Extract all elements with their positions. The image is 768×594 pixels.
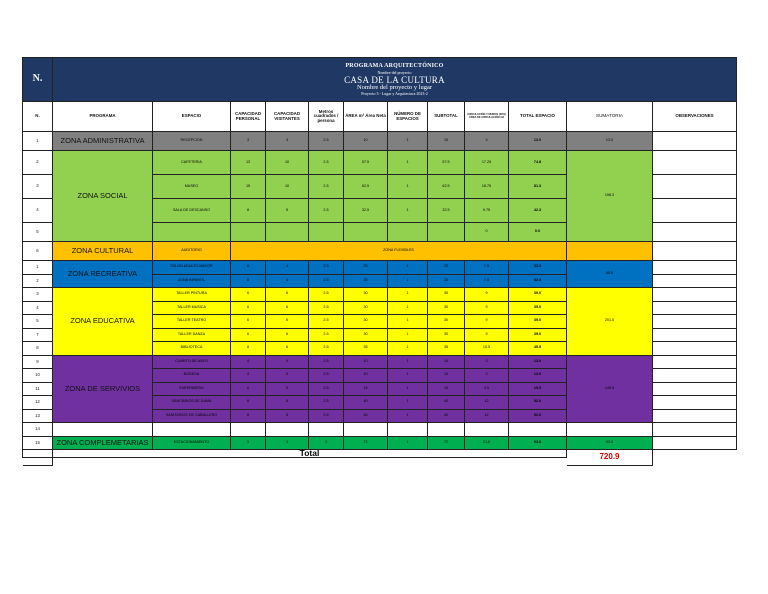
value-cell: 4.5 — [465, 383, 509, 397]
value-cell: 6 — [266, 342, 309, 356]
value-cell — [388, 223, 428, 242]
value-cell: 25 — [344, 275, 388, 289]
value-cell: 3 — [231, 437, 266, 451]
value-cell: 9 — [465, 302, 509, 316]
row-index: 4 — [23, 302, 53, 316]
n-label: N. — [23, 58, 53, 102]
zone-sum — [567, 242, 653, 261]
value-cell: 32.5 — [509, 261, 567, 275]
row-index: 10 — [23, 369, 53, 383]
value-cell — [509, 423, 567, 437]
zone-label: ZONA RECREATIVA — [53, 261, 153, 288]
value-cell — [231, 423, 266, 437]
value-cell: 13.0 — [509, 132, 567, 151]
value-cell: 9.75 — [465, 199, 509, 223]
value-cell: 35 — [428, 342, 465, 356]
value-cell: 1 — [388, 288, 428, 302]
banner-course: Proyecto 3 - Lugar y Arquitectura 2023-2 — [361, 90, 428, 96]
value-cell: 10 — [344, 356, 388, 370]
banner-project-label: Nombre del proyecto — [377, 70, 412, 76]
zone-sum: 149.5 — [567, 356, 653, 424]
value-cell: 2.5 — [309, 383, 344, 397]
value-cell: 15 — [344, 383, 388, 397]
space-name: MUSEO — [153, 175, 231, 199]
value-cell: 19.5 — [509, 383, 567, 397]
value-cell: 6 — [231, 302, 266, 316]
observation-cell — [653, 329, 737, 343]
value-cell: 62.5 — [344, 175, 388, 199]
row-index: 6 — [23, 242, 53, 261]
column-header: N. — [23, 102, 53, 132]
value-cell: 10 — [266, 151, 309, 175]
total-value: 720.9 — [567, 450, 653, 466]
value-cell: 2.5 — [309, 369, 344, 383]
value-cell: 8 — [231, 342, 266, 356]
value-cell: 3 — [465, 369, 509, 383]
value-cell: 1 — [388, 132, 428, 151]
value-cell: 1 — [388, 302, 428, 316]
value-cell — [388, 423, 428, 437]
value-cell — [309, 223, 344, 242]
column-header: TOTAL ESPACIO — [509, 102, 567, 132]
value-cell: 10 — [344, 132, 388, 151]
zone-sum: 201.5 — [567, 288, 653, 356]
value-cell: 1 — [388, 275, 428, 289]
space-name: RECEPCION — [153, 132, 231, 151]
column-header: OBSERVACIONES — [653, 102, 737, 132]
value-cell: 8 — [231, 396, 266, 410]
observation-cell — [653, 288, 737, 302]
value-cell: 32.5 — [509, 275, 567, 289]
value-cell: 1 — [388, 437, 428, 451]
value-cell: 21.6 — [465, 437, 509, 451]
program-table — [22, 57, 737, 462]
banner-title: PROGRAMA ARQUITECTÓNICO — [345, 63, 444, 70]
value-cell: 35 — [344, 342, 388, 356]
value-cell — [231, 223, 266, 242]
observation-cell — [653, 223, 737, 242]
value-cell: 40 — [344, 410, 388, 424]
row-index: 15 — [23, 437, 53, 451]
value-cell: 39.0 — [509, 288, 567, 302]
observation-cell — [653, 302, 737, 316]
value-cell: 1 — [388, 342, 428, 356]
observation-cell — [653, 199, 737, 223]
value-cell: 8 — [266, 396, 309, 410]
value-cell: 10 — [428, 356, 465, 370]
zone-label: ZONA CULTURAL — [53, 242, 153, 261]
value-cell: 40 — [344, 396, 388, 410]
space-name: TALLER DANZA — [153, 329, 231, 343]
column-header: ESPACIO — [153, 102, 231, 132]
zone-sum: 93.6 — [567, 437, 653, 451]
value-cell: 30 — [344, 288, 388, 302]
value-cell: 25 — [428, 275, 465, 289]
value-cell: 4 — [266, 261, 309, 275]
value-cell: 12 — [465, 396, 509, 410]
value-cell: 17.25 — [465, 151, 509, 175]
value-cell: 8 — [231, 410, 266, 424]
row-index: 3 — [23, 175, 53, 199]
value-cell: 10 — [428, 369, 465, 383]
value-cell: 52.0 — [509, 410, 567, 424]
observation-cell — [653, 151, 737, 175]
row-index: 5 — [23, 315, 53, 329]
value-cell: 2.5 — [309, 151, 344, 175]
zone-label: ZONA DE SERVIVIOS — [53, 356, 153, 424]
observation-cell — [653, 437, 737, 451]
value-cell: 45.5 — [509, 342, 567, 356]
observation-cell — [653, 315, 737, 329]
value-cell: 4 — [231, 369, 266, 383]
zone-sum: 198.3 — [567, 151, 653, 242]
value-cell: 1 — [388, 315, 428, 329]
value-cell: 57.5 — [428, 151, 465, 175]
space-name: TALLER MUSICA — [153, 302, 231, 316]
value-cell — [465, 423, 509, 437]
value-cell: 15 — [428, 383, 465, 397]
column-header: SUMATORIA — [567, 102, 653, 132]
value-cell: 2.5 — [309, 396, 344, 410]
value-cell: 2.5 — [309, 329, 344, 343]
zone-label: ZONA ADMINISTRATIVA — [53, 132, 153, 151]
value-cell: 1 — [388, 175, 428, 199]
value-cell: 13 — [231, 151, 266, 175]
row-index: 9 — [23, 356, 53, 370]
row-index: 4 — [23, 199, 53, 223]
value-cell: 25 — [428, 261, 465, 275]
column-header: CAPACIDAD PERSONAL — [231, 102, 266, 132]
value-cell: 10 — [344, 369, 388, 383]
value-cell: 32.5 — [344, 199, 388, 223]
value-cell: 3 — [465, 132, 509, 151]
zone-label-blank — [53, 423, 153, 437]
value-cell: 10.5 — [465, 342, 509, 356]
space-name: CAFETERIA — [153, 151, 231, 175]
row-index: 11 — [23, 383, 53, 397]
value-cell: 2.5 — [309, 275, 344, 289]
value-cell: 40 — [428, 410, 465, 424]
observation-cell — [653, 356, 737, 370]
value-cell: 6 — [231, 288, 266, 302]
value-cell: 74.8 — [509, 151, 567, 175]
space-name: TALLER PINTURA — [153, 288, 231, 302]
value-cell — [309, 423, 344, 437]
total-index-2 — [23, 458, 53, 466]
space-name: CUARTO DE ASEO — [153, 356, 231, 370]
value-cell: 1 — [388, 151, 428, 175]
space-name: ESTACIONAMIENTO — [153, 437, 231, 451]
value-cell — [344, 223, 388, 242]
value-cell: 30 — [344, 329, 388, 343]
value-cell: 2.5 — [309, 356, 344, 370]
value-cell: 57.5 — [344, 151, 388, 175]
space-name: SALA DE DESCANSO — [153, 199, 231, 223]
value-cell: 1 — [388, 383, 428, 397]
value-cell: 52.0 — [509, 396, 567, 410]
value-cell: 5 — [266, 199, 309, 223]
row-index: 14 — [23, 423, 53, 437]
observation-cell — [653, 410, 737, 424]
value-cell: 9 — [465, 315, 509, 329]
value-cell: 3 — [309, 437, 344, 451]
title-banner — [53, 58, 737, 102]
value-cell: 7.5 — [465, 275, 509, 289]
value-cell — [266, 223, 309, 242]
value-cell: 30 — [428, 288, 465, 302]
value-cell: 8 — [266, 410, 309, 424]
value-cell: 1 — [388, 356, 428, 370]
zone-label: ZONA EDUCATIVA — [53, 288, 153, 356]
value-cell: 13.0 — [509, 356, 567, 370]
row-index: 8 — [23, 342, 53, 356]
value-cell: 32.5 — [428, 199, 465, 223]
value-cell: 3 — [266, 132, 309, 151]
observation-cell — [653, 242, 737, 261]
value-cell: 93.6 — [509, 437, 567, 451]
observation-cell — [653, 275, 737, 289]
observation-cell — [653, 369, 737, 383]
space-name: BIBLIOTECA — [153, 342, 231, 356]
value-cell: 39.0 — [509, 315, 567, 329]
value-cell: 2.5 — [309, 315, 344, 329]
value-cell — [428, 423, 465, 437]
value-cell: 30 — [344, 302, 388, 316]
zone-sum-blank — [567, 423, 653, 437]
observation-cell — [653, 261, 737, 275]
total-label: Total — [53, 450, 567, 458]
value-cell: 39.0 — [509, 329, 567, 343]
value-cell: 25 — [344, 261, 388, 275]
value-cell: 2.5 — [309, 261, 344, 275]
merged-note: ZONA FLEXIBLES — [231, 242, 567, 261]
value-cell: 39.0 — [509, 302, 567, 316]
value-cell: 40 — [428, 396, 465, 410]
row-index: 3 — [23, 288, 53, 302]
value-cell: 3 — [231, 132, 266, 151]
value-cell: 2.5 — [309, 410, 344, 424]
value-cell: 4 — [266, 275, 309, 289]
total-index — [23, 450, 53, 458]
value-cell: 6 — [231, 275, 266, 289]
value-cell: 6 — [231, 261, 266, 275]
row-index: 5 — [23, 223, 53, 242]
observation-cell — [653, 342, 737, 356]
space-name — [153, 223, 231, 242]
value-cell: 6 — [231, 315, 266, 329]
column-header: SUBTOTAL — [428, 102, 465, 132]
column-header: CIRCULACIÓN Y MUROS (30%) ÁREA DE CIRCULACIÓN m2 — [465, 102, 509, 132]
observation-cell — [653, 175, 737, 199]
row-index: 2 — [23, 151, 53, 175]
zone-label: ZONA SOCIAL — [53, 151, 153, 242]
value-cell: 81.3 — [509, 175, 567, 199]
value-cell: 1 — [388, 396, 428, 410]
row-index: 2 — [23, 275, 53, 289]
value-cell: 30 — [344, 315, 388, 329]
column-header: CAPACIDAD VISITANTES — [266, 102, 309, 132]
space-name: AUDITORIO — [153, 242, 231, 261]
value-cell: 1 — [388, 369, 428, 383]
value-cell: 1 — [388, 329, 428, 343]
space-name — [153, 423, 231, 437]
column-header: PROGRAMA — [53, 102, 153, 132]
value-cell — [344, 423, 388, 437]
value-cell: 6 — [266, 288, 309, 302]
value-cell: 2.5 — [309, 288, 344, 302]
value-cell: 0 — [465, 223, 509, 242]
value-cell: 1 — [388, 199, 428, 223]
space-name: ZONA INFANTIL — [153, 275, 231, 289]
space-name: SANITARIOS DE DAMA — [153, 396, 231, 410]
space-name: ENFERMERIA — [153, 383, 231, 397]
banner-project-name: CASA DE LA CULTURA — [344, 74, 445, 85]
banner-subtitle: Nombre del proyecto y lugar — [356, 83, 433, 91]
value-cell: 0 — [266, 369, 309, 383]
value-cell — [428, 223, 465, 242]
value-cell: 62.5 — [428, 175, 465, 199]
value-cell: 0 — [266, 383, 309, 397]
observation-cell — [653, 383, 737, 397]
value-cell: 6 — [231, 329, 266, 343]
observation-cell — [653, 132, 737, 151]
observation-cell — [653, 396, 737, 410]
column-header: ÁREA m² Área Neta — [344, 102, 388, 132]
space-name: SANITARIOS DE CABALLERO — [153, 410, 231, 424]
row-index: 1 — [23, 261, 53, 275]
value-cell: 0.0 — [509, 223, 567, 242]
row-index: 7 — [23, 329, 53, 343]
row-index: 13 — [23, 410, 53, 424]
value-cell: 30 — [428, 329, 465, 343]
value-cell: 30 — [428, 302, 465, 316]
value-cell: 9 — [465, 329, 509, 343]
value-cell: 6 — [231, 383, 266, 397]
value-cell: 2.5 — [309, 132, 344, 151]
value-cell: 1 — [388, 261, 428, 275]
value-cell: 2.5 — [309, 302, 344, 316]
value-cell: 10 — [266, 175, 309, 199]
value-cell: 12 — [465, 410, 509, 424]
value-cell: 30 — [428, 315, 465, 329]
value-cell: 3 — [465, 356, 509, 370]
column-header: Metros cuadrados / persona — [309, 102, 344, 132]
zone-sum: 65.0 — [567, 261, 653, 288]
value-cell: 9 — [465, 288, 509, 302]
value-cell: 6 — [266, 329, 309, 343]
zone-label: ZONA COMPLEMETARIAS — [53, 437, 153, 451]
observation-cell — [653, 423, 737, 437]
value-cell: 7.5 — [465, 261, 509, 275]
space-name: TALLER TEATRO — [153, 315, 231, 329]
value-cell: 10 — [428, 132, 465, 151]
column-header: NÚMERO DE ESPACIOS — [388, 102, 428, 132]
value-cell: 6 — [266, 315, 309, 329]
value-cell: 0 — [266, 356, 309, 370]
value-cell: 72 — [428, 437, 465, 451]
zone-sum: 13.0 — [567, 132, 653, 151]
value-cell: 15 — [231, 175, 266, 199]
value-cell: 3 — [266, 437, 309, 451]
value-cell: 2.5 — [309, 199, 344, 223]
value-cell: 6 — [266, 302, 309, 316]
value-cell: 1 — [388, 410, 428, 424]
row-index: 1 — [23, 132, 53, 151]
value-cell: 13.0 — [509, 369, 567, 383]
value-cell: 8 — [231, 199, 266, 223]
space-name: BODEGA — [153, 369, 231, 383]
row-index: 12 — [23, 396, 53, 410]
value-cell: 18.75 — [465, 175, 509, 199]
space-name: SALON ADULTO MAYOR — [153, 261, 231, 275]
value-cell — [266, 423, 309, 437]
value-cell: 72 — [344, 437, 388, 451]
value-cell: 2.5 — [309, 342, 344, 356]
value-cell: 42.3 — [509, 199, 567, 223]
value-cell: 2.5 — [309, 175, 344, 199]
value-cell: 4 — [231, 356, 266, 370]
